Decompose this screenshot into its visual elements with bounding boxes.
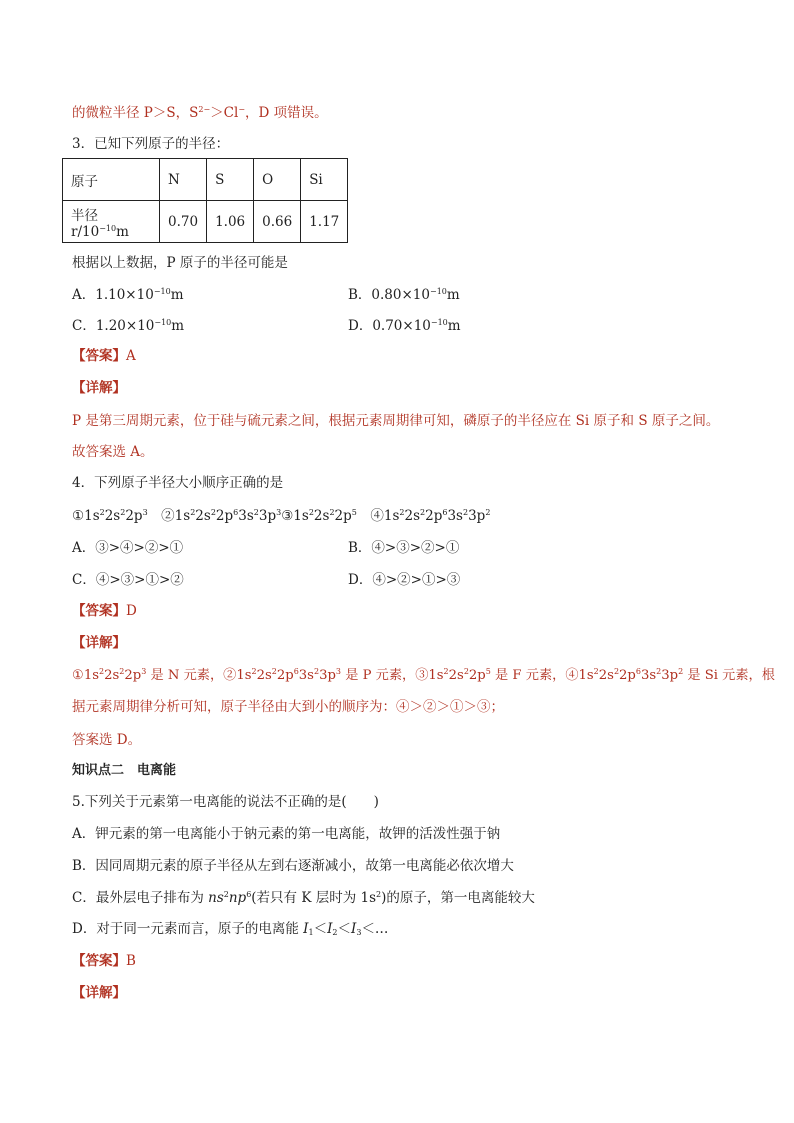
q4-configurations: $①1s^22s^22p^3$ $②1s^22s^22p^63s^23p^3③1s^22s^22p^5$ $④1s^22s^22p^63s^23p^2$ [72, 508, 491, 524]
q3-stem: 3．已知下列原子的半径： [72, 136, 230, 152]
q5-stem: 5.下列关于元素第一电离能的说法不正确的是( ) [72, 794, 379, 810]
q5-option-d[interactable]: D．对于同一元素而言，原子的电离能 $I_1<I_2<I_3<\dots$ [72, 921, 389, 937]
q3-option-a[interactable]: A．$1.10\times 10^{-10}m$ [72, 287, 184, 303]
table-header-cell: O [254, 159, 301, 201]
q5-option-b[interactable]: B．因同周期元素的原子半径从左到右逐渐减小，故第一电离能必依次增大 [72, 858, 514, 874]
q5-answer: 【答案】B [72, 953, 136, 969]
table-row [63, 201, 348, 243]
table-header-cell: S [207, 159, 254, 201]
table-header-cell: 原子 [63, 159, 160, 201]
q3-option-d[interactable]: D．$0.70\times 10^{-10}m$ [348, 318, 461, 334]
q3-answer: 【答案】A [72, 348, 136, 364]
table-row-label: 半径 $r/10^{-10}m$ [63, 201, 160, 243]
table-cell: 1.17 [301, 201, 348, 243]
q3-detail-line1: P 是第三周期元素，位于硅与硫元素之间，根据元素周期律可知，磷原子的半径应在 Si 原子和 S 原子之间。 [72, 413, 720, 429]
table-header-cell: Si [301, 159, 348, 201]
q5-detail-tag: 【详解】 [72, 985, 126, 1001]
q5-option-c[interactable]: C．最外层电子排布为 $ns^2np^6$(若只有 K 层时为 $1s^2$)的原子，第一电离能较大 [72, 890, 535, 906]
q4-answer: 【答案】D [72, 603, 137, 619]
q4-option-a[interactable]: A．③>④>②>① [72, 540, 184, 556]
previous-answer-tail: 的微粒半径 P＞S，$S^{2-}>Cl^-$，D 项错误。 [72, 105, 328, 121]
table-cell: 0.66 [254, 201, 301, 243]
q3-prompt: 根据以上数据，P 原子的半径可能是 [72, 255, 288, 271]
q4-stem: 4．下列原子半径大小顺序正确的是 [72, 475, 284, 491]
q4-detail-line2: 据元素周期律分析可知，原子半径由大到小的顺序为：④＞②＞①＞③； [72, 699, 504, 715]
q3-detail-tag: 【详解】 [72, 380, 126, 396]
q4-detail-tag: 【详解】 [72, 635, 126, 651]
q4-detail-line3: 答案选 D。 [72, 732, 142, 748]
table-cell: 1.06 [207, 201, 254, 243]
table-header-cell: N [160, 159, 207, 201]
q4-detail-line1: $①1s^22s^22p^3$ 是 N 元素，$②1s^22s^22p^63s^23p^3$ 是 P 元素，$③1s^22s^22p^5$ 是 F 元素，$④1s^22s^22p^63s^23p^2$ 是 Si 元素，根 [72, 667, 775, 683]
q3-option-row-1 [72, 286, 184, 304]
q5-option-a[interactable]: A．钾元素的第一电离能小于钠元素的第一电离能，故钾的活泼性强于钠 [72, 826, 501, 842]
q4-option-b[interactable]: B．④>③>②>① [348, 540, 460, 556]
table-cell: 0.70 [160, 201, 207, 243]
q3-detail-line2: 故答案选 A。 [72, 444, 154, 460]
atomic-radius-table [62, 158, 348, 243]
section-heading: 知识点二 电离能 [72, 763, 177, 778]
table-row [63, 159, 348, 201]
q3-option-c[interactable]: C．$1.20\times 10^{-10}m$ [72, 318, 185, 334]
q4-option-c[interactable]: C．④>③>①>② [72, 572, 184, 588]
q3-option-b[interactable]: B．$0.80\times 10^{-10}m$ [348, 287, 460, 303]
q4-option-d[interactable]: D．④>②>①>③ [348, 572, 461, 588]
